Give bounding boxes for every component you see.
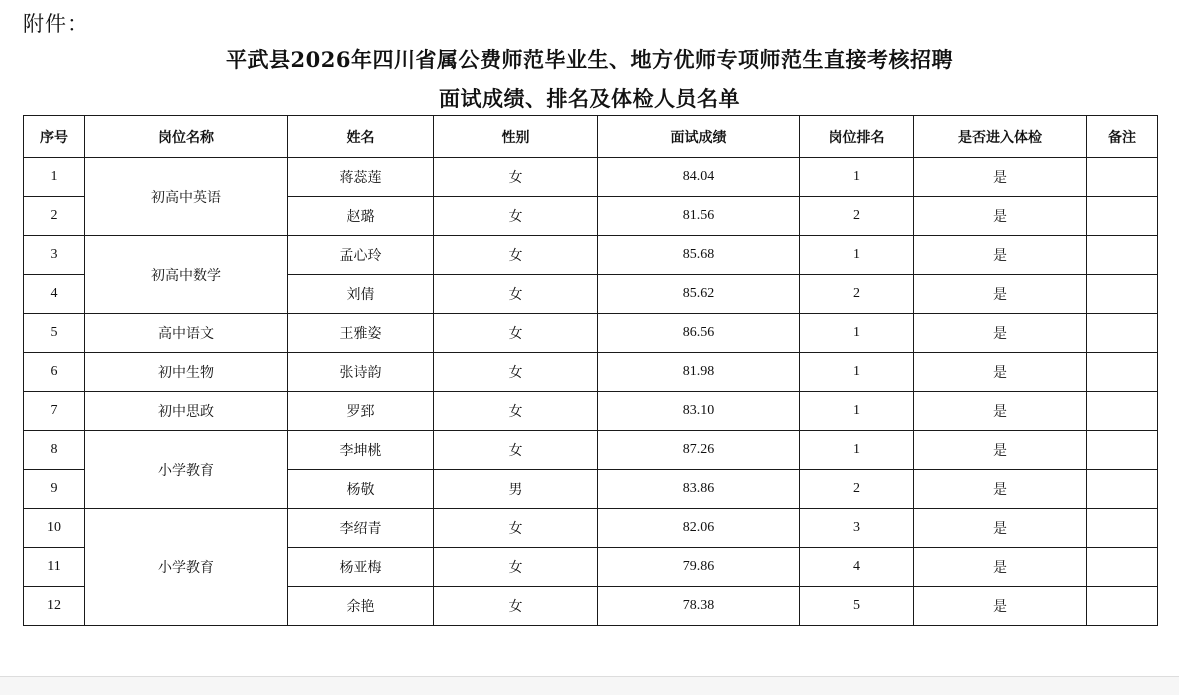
cell-score: 83.86 — [598, 470, 800, 509]
cell-rank: 1 — [800, 392, 914, 431]
cell-score: 85.62 — [598, 275, 800, 314]
cell-gender: 女 — [434, 236, 598, 275]
cell-physical-exam: 是 — [914, 392, 1087, 431]
cell-name: 杨亚梅 — [288, 548, 434, 587]
table-row — [24, 158, 1158, 197]
cell-position: 初高中数学 — [85, 236, 288, 314]
cell-position: 初高中英语 — [85, 158, 288, 236]
cell-gender: 女 — [434, 548, 598, 587]
cell-physical-exam: 是 — [914, 470, 1087, 509]
cell-physical-exam: 是 — [914, 197, 1087, 236]
page-bottom-margin — [0, 677, 1179, 695]
cell-note — [1087, 236, 1158, 275]
cell-name: 蒋蕊莲 — [288, 158, 434, 197]
cell-note — [1087, 275, 1158, 314]
cell-position: 高中语文 — [85, 314, 288, 353]
cell-physical-exam: 是 — [914, 158, 1087, 197]
cell-score: 86.56 — [598, 314, 800, 353]
cell-index: 8 — [24, 431, 85, 470]
table-header-row — [24, 116, 1158, 158]
table-row — [24, 431, 1158, 470]
cell-index: 1 — [24, 158, 85, 197]
cell-note — [1087, 587, 1158, 626]
cell-rank: 1 — [800, 431, 914, 470]
cell-name: 王雅姿 — [288, 314, 434, 353]
cell-note — [1087, 509, 1158, 548]
cell-name: 孟心玲 — [288, 236, 434, 275]
page-title: 平武县2026年四川省属公费师范毕业生、地方优师专项师范生直接考核招聘 — [226, 47, 953, 72]
header-gender: 性别 — [434, 116, 598, 158]
cell-rank: 1 — [800, 314, 914, 353]
attachment-label: 附件： — [23, 12, 89, 36]
cell-position: 小学教育 — [85, 509, 288, 626]
cell-rank: 1 — [800, 158, 914, 197]
cell-position: 初中生物 — [85, 353, 288, 392]
cell-index: 9 — [24, 470, 85, 509]
cell-gender: 女 — [434, 392, 598, 431]
cell-gender: 女 — [434, 353, 598, 392]
results-table — [23, 115, 1158, 626]
cell-score: 81.56 — [598, 197, 800, 236]
cell-note — [1087, 431, 1158, 470]
cell-rank: 2 — [800, 275, 914, 314]
cell-name: 张诗韵 — [288, 353, 434, 392]
cell-position: 小学教育 — [85, 431, 288, 509]
cell-note — [1087, 314, 1158, 353]
cell-physical-exam: 是 — [914, 431, 1087, 470]
cell-name: 李坤桃 — [288, 431, 434, 470]
cell-name: 杨敬 — [288, 470, 434, 509]
cell-rank: 3 — [800, 509, 914, 548]
cell-score: 78.38 — [598, 587, 800, 626]
cell-name: 李绍青 — [288, 509, 434, 548]
table-row — [24, 236, 1158, 275]
cell-gender: 女 — [434, 275, 598, 314]
cell-physical-exam: 是 — [914, 587, 1087, 626]
table-row — [24, 392, 1158, 431]
header-position: 岗位名称 — [85, 116, 288, 158]
cell-gender: 女 — [434, 197, 598, 236]
cell-note — [1087, 353, 1158, 392]
cell-index: 10 — [24, 509, 85, 548]
cell-rank: 1 — [800, 236, 914, 275]
cell-physical-exam: 是 — [914, 353, 1087, 392]
cell-physical-exam: 是 — [914, 548, 1087, 587]
cell-score: 83.10 — [598, 392, 800, 431]
cell-score: 84.04 — [598, 158, 800, 197]
cell-rank: 2 — [800, 470, 914, 509]
cell-rank: 4 — [800, 548, 914, 587]
cell-score: 79.86 — [598, 548, 800, 587]
table-row — [24, 353, 1158, 392]
cell-name: 余艳 — [288, 587, 434, 626]
cell-index: 3 — [24, 236, 85, 275]
cell-gender: 女 — [434, 587, 598, 626]
cell-score: 82.06 — [598, 509, 800, 548]
cell-gender: 男 — [434, 470, 598, 509]
cell-gender: 女 — [434, 431, 598, 470]
cell-rank: 5 — [800, 587, 914, 626]
cell-physical-exam: 是 — [914, 509, 1087, 548]
cell-note — [1087, 158, 1158, 197]
cell-rank: 2 — [800, 197, 914, 236]
cell-position: 初中思政 — [85, 392, 288, 431]
cell-gender: 女 — [434, 509, 598, 548]
cell-gender: 女 — [434, 158, 598, 197]
cell-note — [1087, 548, 1158, 587]
cell-index: 12 — [24, 587, 85, 626]
table-row — [24, 509, 1158, 548]
cell-score: 85.68 — [598, 236, 800, 275]
header-name: 姓名 — [288, 116, 434, 158]
cell-note — [1087, 392, 1158, 431]
cell-index: 4 — [24, 275, 85, 314]
cell-score: 81.98 — [598, 353, 800, 392]
cell-name: 刘倩 — [288, 275, 434, 314]
cell-physical-exam: 是 — [914, 236, 1087, 275]
cell-score: 87.26 — [598, 431, 800, 470]
header-index: 序号 — [24, 116, 85, 158]
header-rank: 岗位排名 — [800, 116, 914, 158]
page-subtitle: 面试成绩、排名及体检人员名单 — [439, 86, 740, 111]
cell-physical-exam: 是 — [914, 314, 1087, 353]
header-note: 备注 — [1087, 116, 1158, 158]
cell-name: 罗郅 — [288, 392, 434, 431]
cell-rank: 1 — [800, 353, 914, 392]
header-score: 面试成绩 — [598, 116, 800, 158]
cell-note — [1087, 197, 1158, 236]
cell-index: 11 — [24, 548, 85, 587]
header-physical-exam: 是否进入体检 — [914, 116, 1087, 158]
cell-physical-exam: 是 — [914, 275, 1087, 314]
table-row — [24, 314, 1158, 353]
cell-index: 7 — [24, 392, 85, 431]
cell-index: 5 — [24, 314, 85, 353]
cell-index: 6 — [24, 353, 85, 392]
cell-index: 2 — [24, 197, 85, 236]
cell-note — [1087, 470, 1158, 509]
cell-name: 赵璐 — [288, 197, 434, 236]
cell-gender: 女 — [434, 314, 598, 353]
